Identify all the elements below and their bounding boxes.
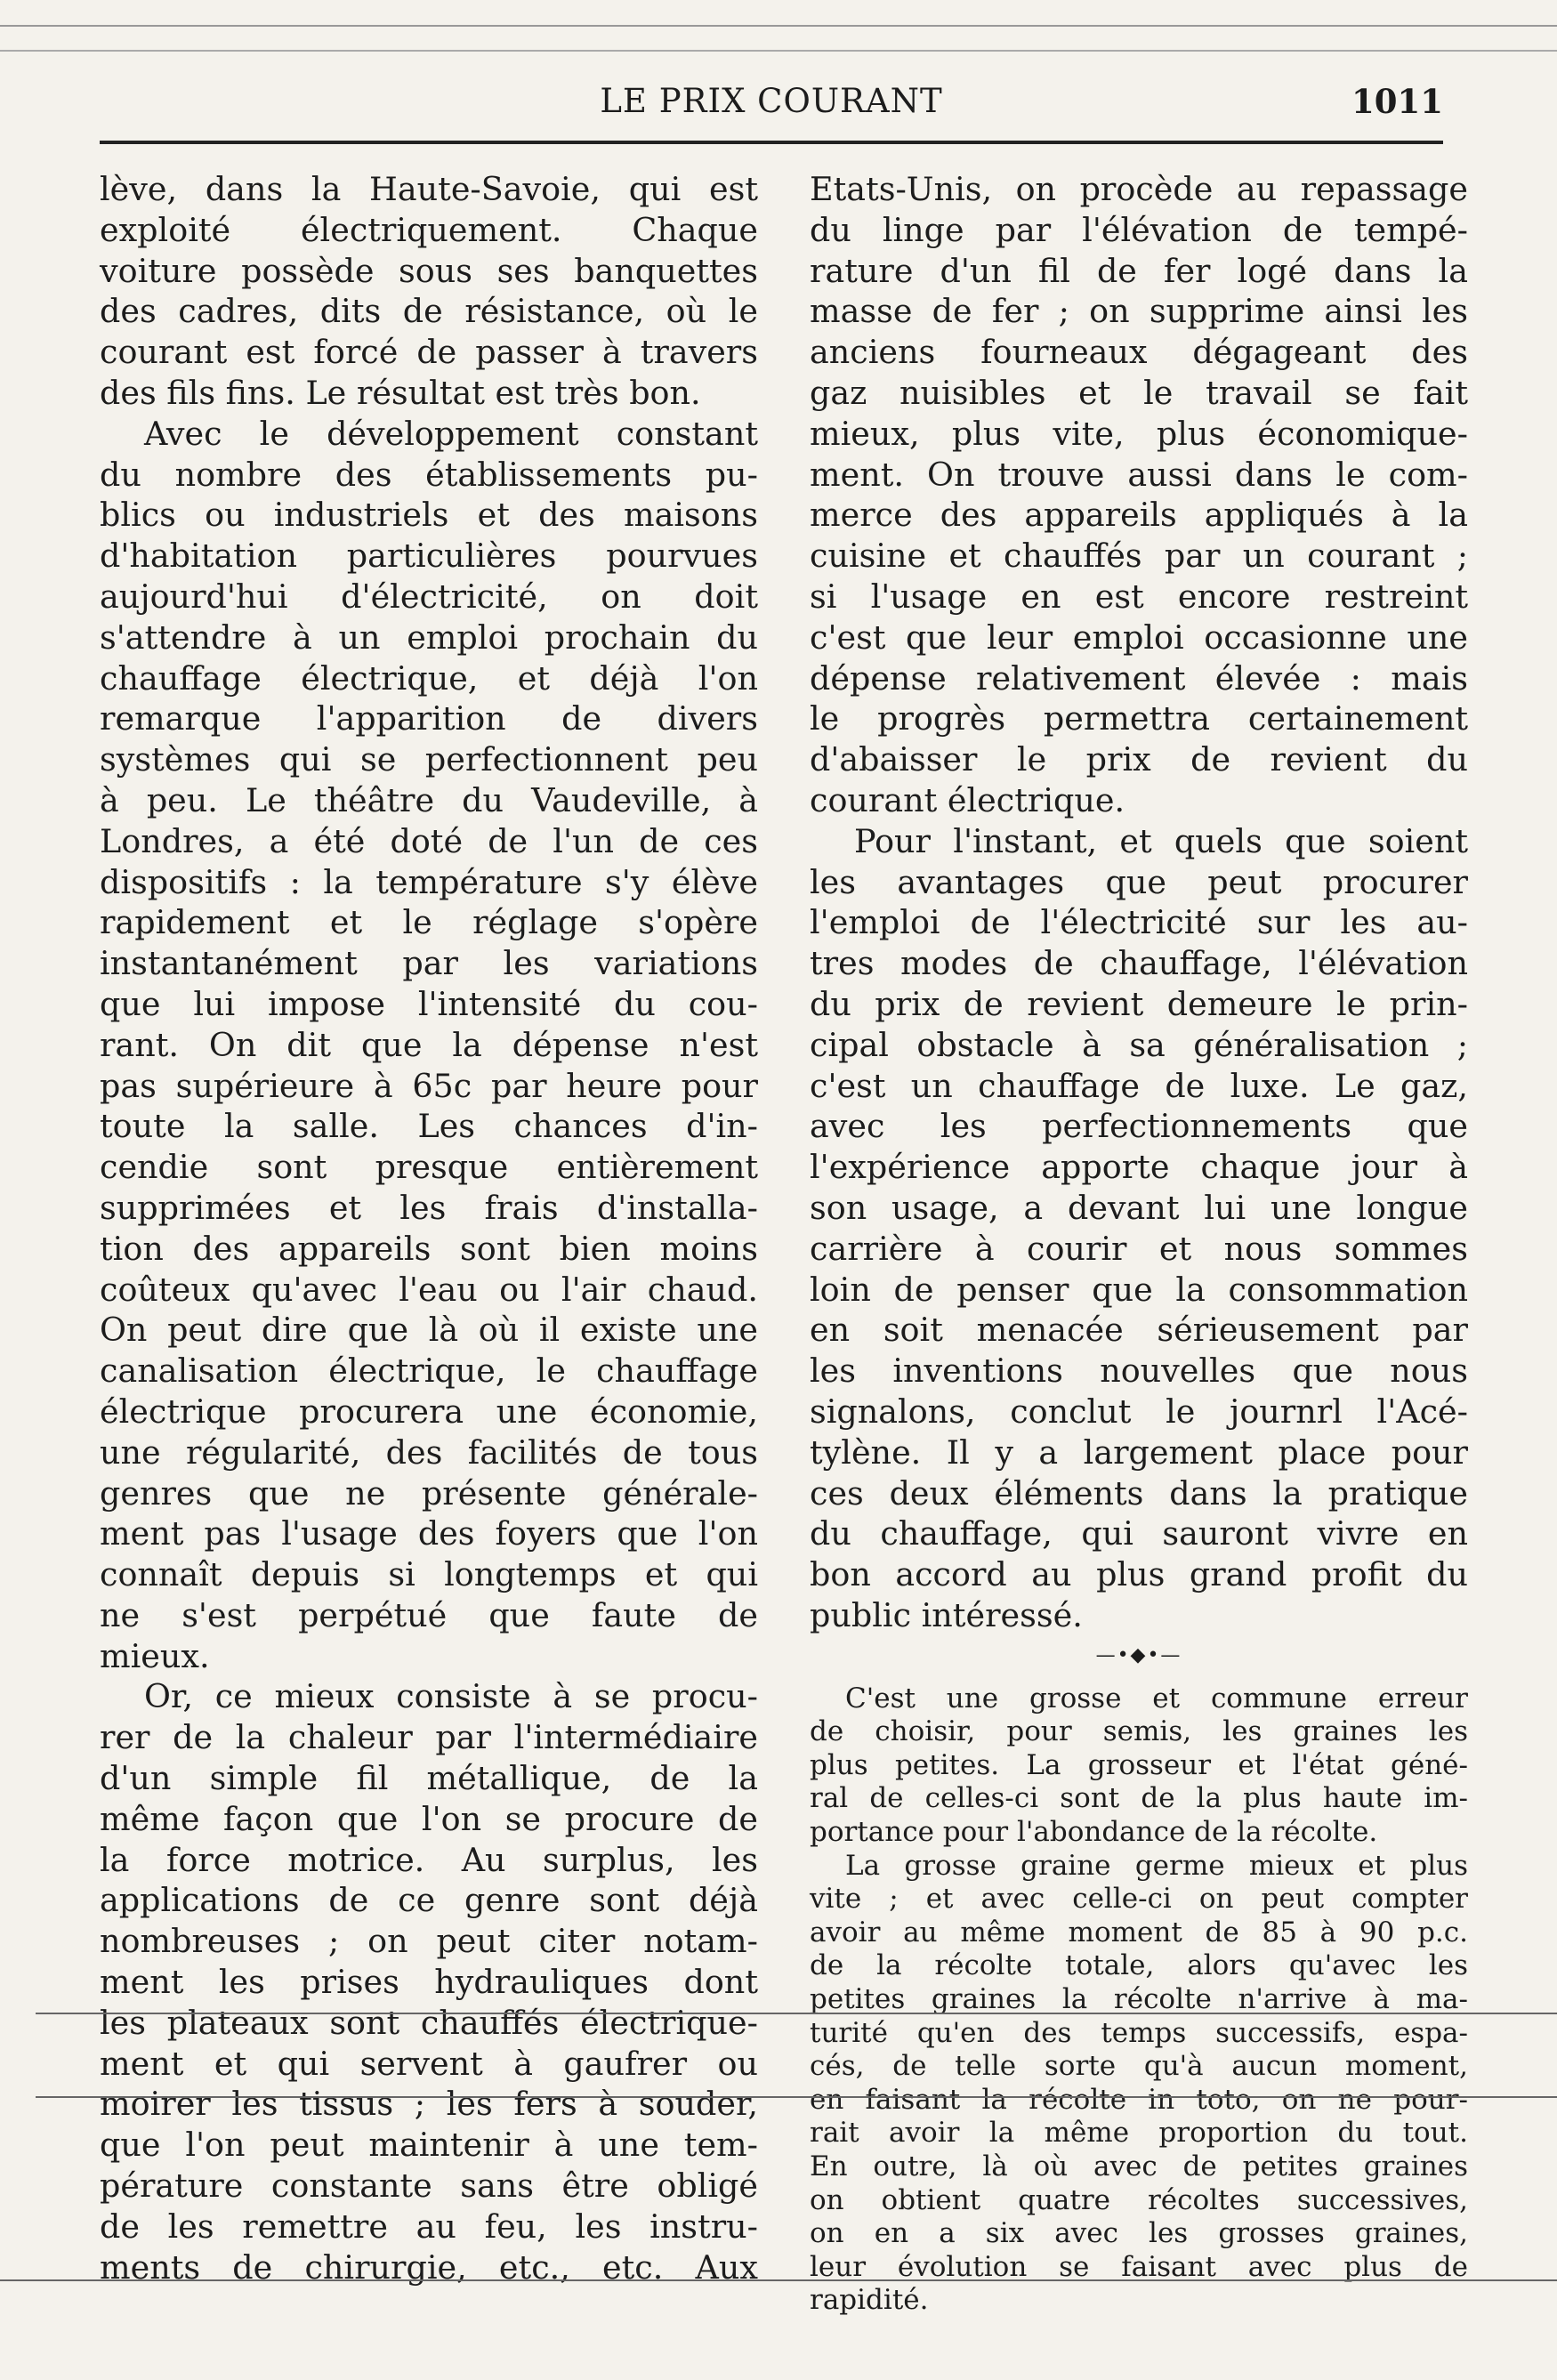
small-print-line: En outre, là où avec de petites graines <box>810 2150 1468 2182</box>
text-line: signalons, conclut le journrl l'Acé- <box>810 1392 1468 1431</box>
text-line: rer de la chaleur par l'intermédiaire <box>100 1718 758 1757</box>
scan-artifact-line <box>0 2279 1557 2281</box>
text-line: applications de ce genre sont déjà <box>100 1881 758 1920</box>
text-line: d'habitation particulières pourvues <box>100 537 758 576</box>
left-column <box>100 169 758 2287</box>
text-line: du prix de revient demeure le prin- <box>810 984 1468 1023</box>
text-line: les inventions nouvelles que nous <box>810 1351 1468 1391</box>
text-line: ces deux éléments dans la pratique <box>810 1473 1468 1513</box>
scan-artifact-line <box>36 2096 1557 2098</box>
small-print-line: rait avoir la même proportion du tout. <box>810 2117 1468 2150</box>
scan-artifact-line <box>0 25 1557 27</box>
text-line: courant électrique. <box>810 780 1125 819</box>
text-line: Londres, a été doté de l'un de ces <box>100 821 758 860</box>
text-line: lève, dans la Haute-Savoie, qui est <box>100 170 758 208</box>
text-line: remarque l'apparition de divers <box>100 699 758 738</box>
text-line: mieux. <box>100 1636 210 1675</box>
small-print-line: on en a six avec les grosses graines, <box>810 2217 1468 2250</box>
text-line: du nombre des établissements pu- <box>100 455 758 494</box>
text-line: nombreuses ; on peut citer notam- <box>100 1922 758 1961</box>
text-line: c'est que leur emploi occasionne une <box>810 617 1468 657</box>
text-line: courant est forcé de passer à travers <box>100 333 758 372</box>
text-line: avec les perfectionnements que <box>810 1107 1468 1146</box>
text-line: Etats-Unis, on procède au repassage <box>810 170 1468 208</box>
text-line: ment les prises hydrauliques dont <box>100 1963 758 2002</box>
running-title: LE PRIX COURANT <box>600 82 943 120</box>
text-line: tylène. Il y a largement place pour <box>810 1432 1468 1472</box>
page-header <box>100 82 1443 126</box>
text-line: aujourd'hui d'électricité, on doit <box>100 577 758 616</box>
text-line: voiture possède sous ses banquettes <box>100 251 758 290</box>
text-line: rature d'un fil de fer logé dans la <box>810 251 1468 290</box>
text-line: que lui impose l'intensité du cou- <box>100 984 758 1023</box>
text-line: l'emploi de l'électricité sur les au- <box>810 903 1468 942</box>
text-line: blics ou industriels et des maisons <box>100 496 758 535</box>
right-column <box>810 169 1468 2318</box>
text-line: pas supérieure à 65c par heure pour <box>100 1066 758 1105</box>
text-line: supprimées et les frais d'installa- <box>100 1188 758 1227</box>
text-line: genres que ne présente générale- <box>100 1473 758 1513</box>
text-line: connaît depuis si longtemps et qui <box>100 1555 758 1594</box>
text-line: s'attendre à un emploi prochain du <box>100 617 758 657</box>
text-line: Pour l'instant, et quels que soient <box>854 821 1468 860</box>
text-line: Avec le développement constant <box>144 414 758 453</box>
text-line: les plateaux sont chauffés électrique- <box>100 2003 758 2042</box>
text-line: public intéressé. <box>810 1595 1083 1634</box>
text-line: ne s'est perpétué que faute de <box>100 1595 758 1634</box>
small-print-line: vite ; et avec celle-ci on peut compter <box>810 1883 1468 1916</box>
text-line: bon accord au plus grand profit du <box>810 1555 1468 1594</box>
small-print-line: leur évolution se faisant avec plus de <box>810 2250 1468 2283</box>
text-line: l'expérience apporte chaque jour à <box>810 1148 1468 1187</box>
text-line: systèmes qui se perfectionnent peu <box>100 740 758 779</box>
text-line: d'un simple fil métallique, de la <box>100 1759 758 1798</box>
text-line: cuisine et chauffés par un courant ; <box>810 537 1468 576</box>
article-separator: —•◆•— <box>1095 1643 1182 1666</box>
small-print-line: turité qu'en des temps successifs, espa- <box>810 2016 1468 2049</box>
text-line: si l'usage en est encore restreint <box>810 577 1468 616</box>
page-number: 1011 <box>1351 82 1443 121</box>
text-line: toute la salle. Les chances d'in- <box>100 1107 758 1146</box>
text-line: son usage, a devant lui une longue <box>810 1188 1468 1227</box>
text-line: dépense relativement élevée : mais <box>810 658 1468 698</box>
text-line: même façon que l'on se procure de <box>100 1799 758 1838</box>
text-line: les avantages que peut procurer <box>810 862 1468 901</box>
text-line: canalisation électrique, le chauffage <box>100 1351 758 1391</box>
scan-artifact-line <box>0 50 1557 52</box>
text-line: tres modes de chauffage, l'élévation <box>810 944 1468 983</box>
text-line: carrière à courir et nous sommes <box>810 1229 1468 1268</box>
text-line: loin de penser que la consommation <box>810 1270 1468 1309</box>
text-line: masse de fer ; on supprime ainsi les <box>810 292 1468 331</box>
text-line: cendie sont presque entièrement <box>100 1148 758 1187</box>
text-line: mieux, plus vite, plus économique- <box>810 414 1468 453</box>
text-line: Or, ce mieux consiste à se procu- <box>144 1677 758 1716</box>
text-line: anciens fourneaux dégageant des <box>810 333 1468 372</box>
text-line: d'abaisser le prix de revient du <box>810 740 1468 779</box>
small-print-line: C'est une grosse et commune erreur <box>845 1682 1468 1714</box>
text-line: de les remettre au feu, les instru- <box>100 2207 758 2246</box>
header-rule <box>100 141 1443 144</box>
text-line: électrique procurera une économie, <box>100 1392 758 1431</box>
text-line: cipal obstacle à sa généralisation ; <box>810 1025 1468 1064</box>
small-print-line: avoir au même moment de 85 à 90 p.c. <box>810 1916 1468 1948</box>
small-print-line: La grosse graine germe mieux et plus <box>845 1849 1468 1882</box>
text-line: On peut dire que là où il existe une <box>100 1311 758 1350</box>
text-line: en soit menacée sérieusement par <box>810 1311 1468 1350</box>
text-line: à peu. Le théâtre du Vaudeville, à <box>100 780 758 819</box>
text-line: la force motrice. Au surplus, les <box>100 1840 758 1879</box>
text-line: moirer les tissus ; les fers à souder, <box>100 2085 758 2124</box>
small-print-line: de choisir, pour semis, les graines les <box>810 1715 1468 1748</box>
text-line: coûteux qu'avec l'eau ou l'air chaud. <box>100 1270 758 1309</box>
text-line: rapidement et le réglage s'opère <box>100 903 758 942</box>
text-line: exploité électriquement. Chaque <box>100 210 758 249</box>
text-line: ment et qui servent à gaufrer ou <box>100 2044 758 2083</box>
small-print-line: cés, de telle sorte qu'à aucun moment, <box>810 2050 1468 2083</box>
scan-artifact-line <box>36 2013 1557 2014</box>
text-line: tion des appareils sont bien moins <box>100 1229 758 1268</box>
text-line: chauffage électrique, et déjà l'on <box>100 658 758 698</box>
small-print-line: rapidité. <box>810 2284 929 2317</box>
text-line: pérature constante sans être obligé <box>100 2166 758 2206</box>
small-print-line: portance pour l'abondance de la récolte. <box>810 1816 1378 1849</box>
text-line: ment pas l'usage des foyers que l'on <box>100 1514 758 1553</box>
text-line: le progrès permettra certainement <box>810 699 1468 738</box>
text-line: ment. On trouve aussi dans le com- <box>810 455 1468 494</box>
text-line: instantanément par les variations <box>100 944 758 983</box>
text-line: gaz nuisibles et le travail se fait <box>810 373 1468 412</box>
text-line: une régularité, des facilités de tous <box>100 1432 758 1472</box>
text-line: du chauffage, qui sauront vivre en <box>810 1514 1468 1553</box>
text-line: du linge par l'élévation de tempé- <box>810 210 1468 249</box>
small-print-line: on obtient quatre récoltes successives, <box>810 2183 1468 2216</box>
text-line: ments de chirurgie, etc., etc. Aux <box>100 2247 758 2287</box>
text-line: c'est un chauffage de luxe. Le gaz, <box>810 1066 1468 1105</box>
small-print-line: ral de celles-ci sont de la plus haute im- <box>810 1782 1468 1815</box>
small-print-line: en faisant la récolte in toto, on ne pour- <box>810 2083 1468 2116</box>
text-line: rant. On dit que la dépense n'est <box>100 1025 758 1064</box>
text-line: des fils fins. Le résultat est très bon. <box>100 373 701 412</box>
small-print-line: petites graines la récolte n'arrive à ma- <box>810 1983 1468 2016</box>
text-line: dispositifs : la température s'y élève <box>100 862 758 901</box>
small-print-line: plus petites. La grosseur et l'état géné- <box>810 1748 1468 1781</box>
text-line: merce des appareils appliqués à la <box>810 496 1468 535</box>
text-line: des cadres, dits de résistance, où le <box>100 292 758 331</box>
small-print-line: de la récolte totale, alors qu'avec les <box>810 1949 1468 1982</box>
text-line: que l'on peut maintenir à une tem- <box>100 2126 758 2165</box>
